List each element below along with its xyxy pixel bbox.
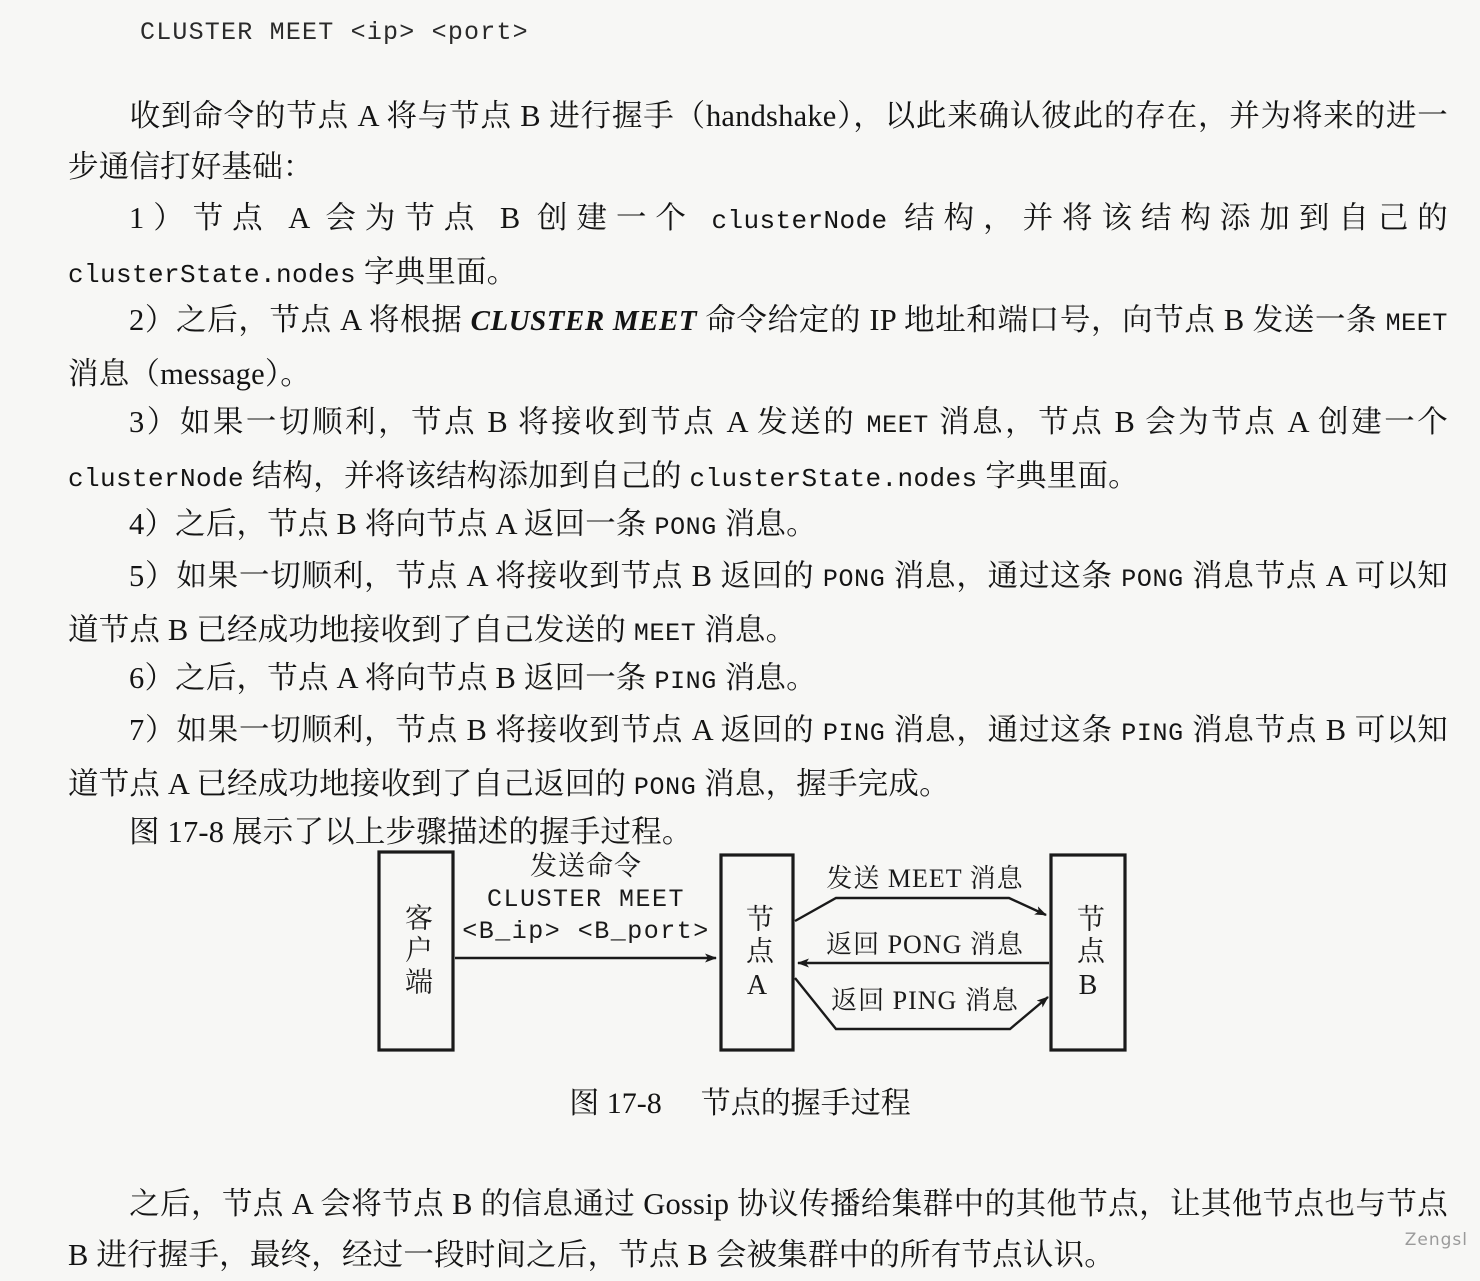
text-run: 结构，并将该结构添加到自己的 bbox=[244, 458, 690, 493]
send-command-label: 发送命令 bbox=[530, 851, 642, 881]
text-run: 2）之后，节点 A 将根据 bbox=[129, 302, 471, 337]
ping-message-label: 返回 PING 消息 bbox=[831, 986, 1019, 1015]
text-run-latin: message bbox=[160, 356, 265, 391]
command-name-italic: CLUSTER MEET bbox=[470, 304, 698, 337]
figure-caption-number: 图 17-8 bbox=[569, 1087, 662, 1120]
client-box-label-wrap bbox=[379, 852, 453, 1050]
node-a-label-cjk: 节点 bbox=[742, 903, 773, 968]
paragraph-step-6 bbox=[68, 653, 1448, 707]
watermark: Zengsl bbox=[1404, 1230, 1468, 1250]
paragraph-step-1 bbox=[68, 193, 1448, 301]
text-run: 4）之后，节点 B 将向节点 A 返回一条 bbox=[129, 506, 655, 541]
text-run: 命令给定的 IP 地址和端口号，向节点 B 发送一条 bbox=[697, 302, 1386, 337]
text-run: ）。 bbox=[264, 356, 311, 391]
text-run: 字典里面。 bbox=[356, 254, 518, 289]
meet-message-arrow bbox=[795, 898, 1046, 921]
text-run: 消息。 bbox=[696, 612, 797, 647]
paragraph-intro bbox=[68, 91, 1448, 193]
meet-message-label: 发送 MEET 消息 bbox=[826, 864, 1024, 893]
node-b-label-wrap bbox=[1051, 855, 1125, 1050]
node-b-label-letter: B bbox=[1078, 969, 1098, 1001]
figure-17-8 bbox=[0, 836, 1480, 1076]
code-token: clusterState.nodes bbox=[689, 463, 978, 494]
client-box-label: 客户端 bbox=[401, 903, 432, 999]
paragraph-step-5 bbox=[68, 551, 1448, 659]
text-run: ），以此来确认彼此的存在，并为将来的进一步通信打好基础： bbox=[68, 98, 1449, 184]
code-line: CLUSTER MEET <ip> <port> bbox=[140, 18, 529, 47]
code-token: clusterNode bbox=[68, 463, 245, 494]
text-run: 3）如果一切顺利，节点 B 将接收到节点 A 发送的 bbox=[129, 404, 867, 439]
pong-message-label: 返回 PONG 消息 bbox=[826, 930, 1024, 959]
code-token: MEET bbox=[633, 618, 697, 648]
text-run: 图 17-8 展示了以上步骤描述的握手过程。 bbox=[129, 814, 693, 849]
code-token: PING bbox=[1121, 718, 1184, 748]
text-run: 1）节点 A 会为节点 B 创建一个 bbox=[129, 200, 712, 235]
command-syntax-line-1: CLUSTER MEET bbox=[486, 884, 686, 914]
text-run: 6）之后，节点 A 将向节点 B 返回一条 bbox=[129, 660, 655, 695]
text-run: 结构，并将该结构添加到自己的 bbox=[887, 200, 1448, 235]
code-token: clusterState.nodes bbox=[68, 259, 357, 290]
paragraph-step-3 bbox=[68, 397, 1448, 505]
text-run: 消息节点 B 可以知道节点 A 已经成功地接收到了自己返回的 bbox=[68, 712, 1448, 801]
code-token: PONG bbox=[633, 772, 697, 802]
code-token: PONG bbox=[654, 512, 717, 542]
code-token: PING bbox=[654, 666, 717, 696]
text-run-latin: handshake bbox=[705, 98, 837, 133]
text-run: 消息，节点 B 会为节点 A 创建一个 bbox=[928, 404, 1449, 439]
text-run: 消息，通过这条 bbox=[885, 712, 1122, 747]
paragraph-step-4 bbox=[68, 499, 1448, 553]
code-token: clusterNode bbox=[711, 205, 888, 236]
paragraph-after-figure bbox=[68, 1179, 1448, 1281]
text-run-latin: Gossip bbox=[643, 1186, 730, 1221]
figure-caption bbox=[0, 1078, 1480, 1122]
command-syntax-line-2: <B_ip> <B_port> bbox=[462, 917, 710, 947]
code-token: PONG bbox=[822, 564, 886, 594]
text-run: 字典里面。 bbox=[977, 458, 1139, 493]
send-command-label-group bbox=[455, 850, 717, 949]
figure-caption-title: 节点的握手过程 bbox=[700, 1087, 911, 1120]
code-token: PING bbox=[822, 718, 886, 748]
text-run: 消息，通过这条 bbox=[885, 558, 1122, 593]
text-run: 消息（ bbox=[68, 356, 161, 391]
text-run: 之后，节点 A 会将节点 B 的信息通过 bbox=[129, 1186, 644, 1221]
text-run: 协议传播给集群中的其他节点，让其他节点也与节点 B 进行握手，最终，经过一段时间之后，节点 B 会被集群中的所有节点认识。 bbox=[68, 1186, 1448, 1272]
code-token: PONG bbox=[1121, 564, 1184, 594]
text-run: 收到命令的节点 A 将与节点 B 进行握手（ bbox=[129, 98, 706, 133]
paragraph-step-2 bbox=[68, 295, 1448, 400]
node-a-label-wrap bbox=[721, 855, 793, 1050]
code-token: MEET bbox=[866, 410, 929, 440]
node-a-label-letter: A bbox=[746, 969, 768, 1001]
text-run: 消息节点 A 可以知道节点 B 已经成功地接收到了自己发送的 bbox=[68, 558, 1448, 647]
paragraph-step-7 bbox=[68, 705, 1448, 813]
text-run: 消息。 bbox=[716, 660, 817, 695]
text-run: 消息，握手完成。 bbox=[696, 766, 950, 801]
code-token: MEET bbox=[1385, 308, 1448, 338]
text-run: 消息。 bbox=[716, 506, 817, 541]
text-run: 7）如果一切顺利，节点 B 将接收到节点 A 返回的 bbox=[129, 712, 823, 747]
text-run: 5）如果一切顺利，节点 A 将接收到节点 B 返回的 bbox=[129, 558, 823, 593]
node-b-label-cjk: 节点 bbox=[1073, 903, 1104, 968]
